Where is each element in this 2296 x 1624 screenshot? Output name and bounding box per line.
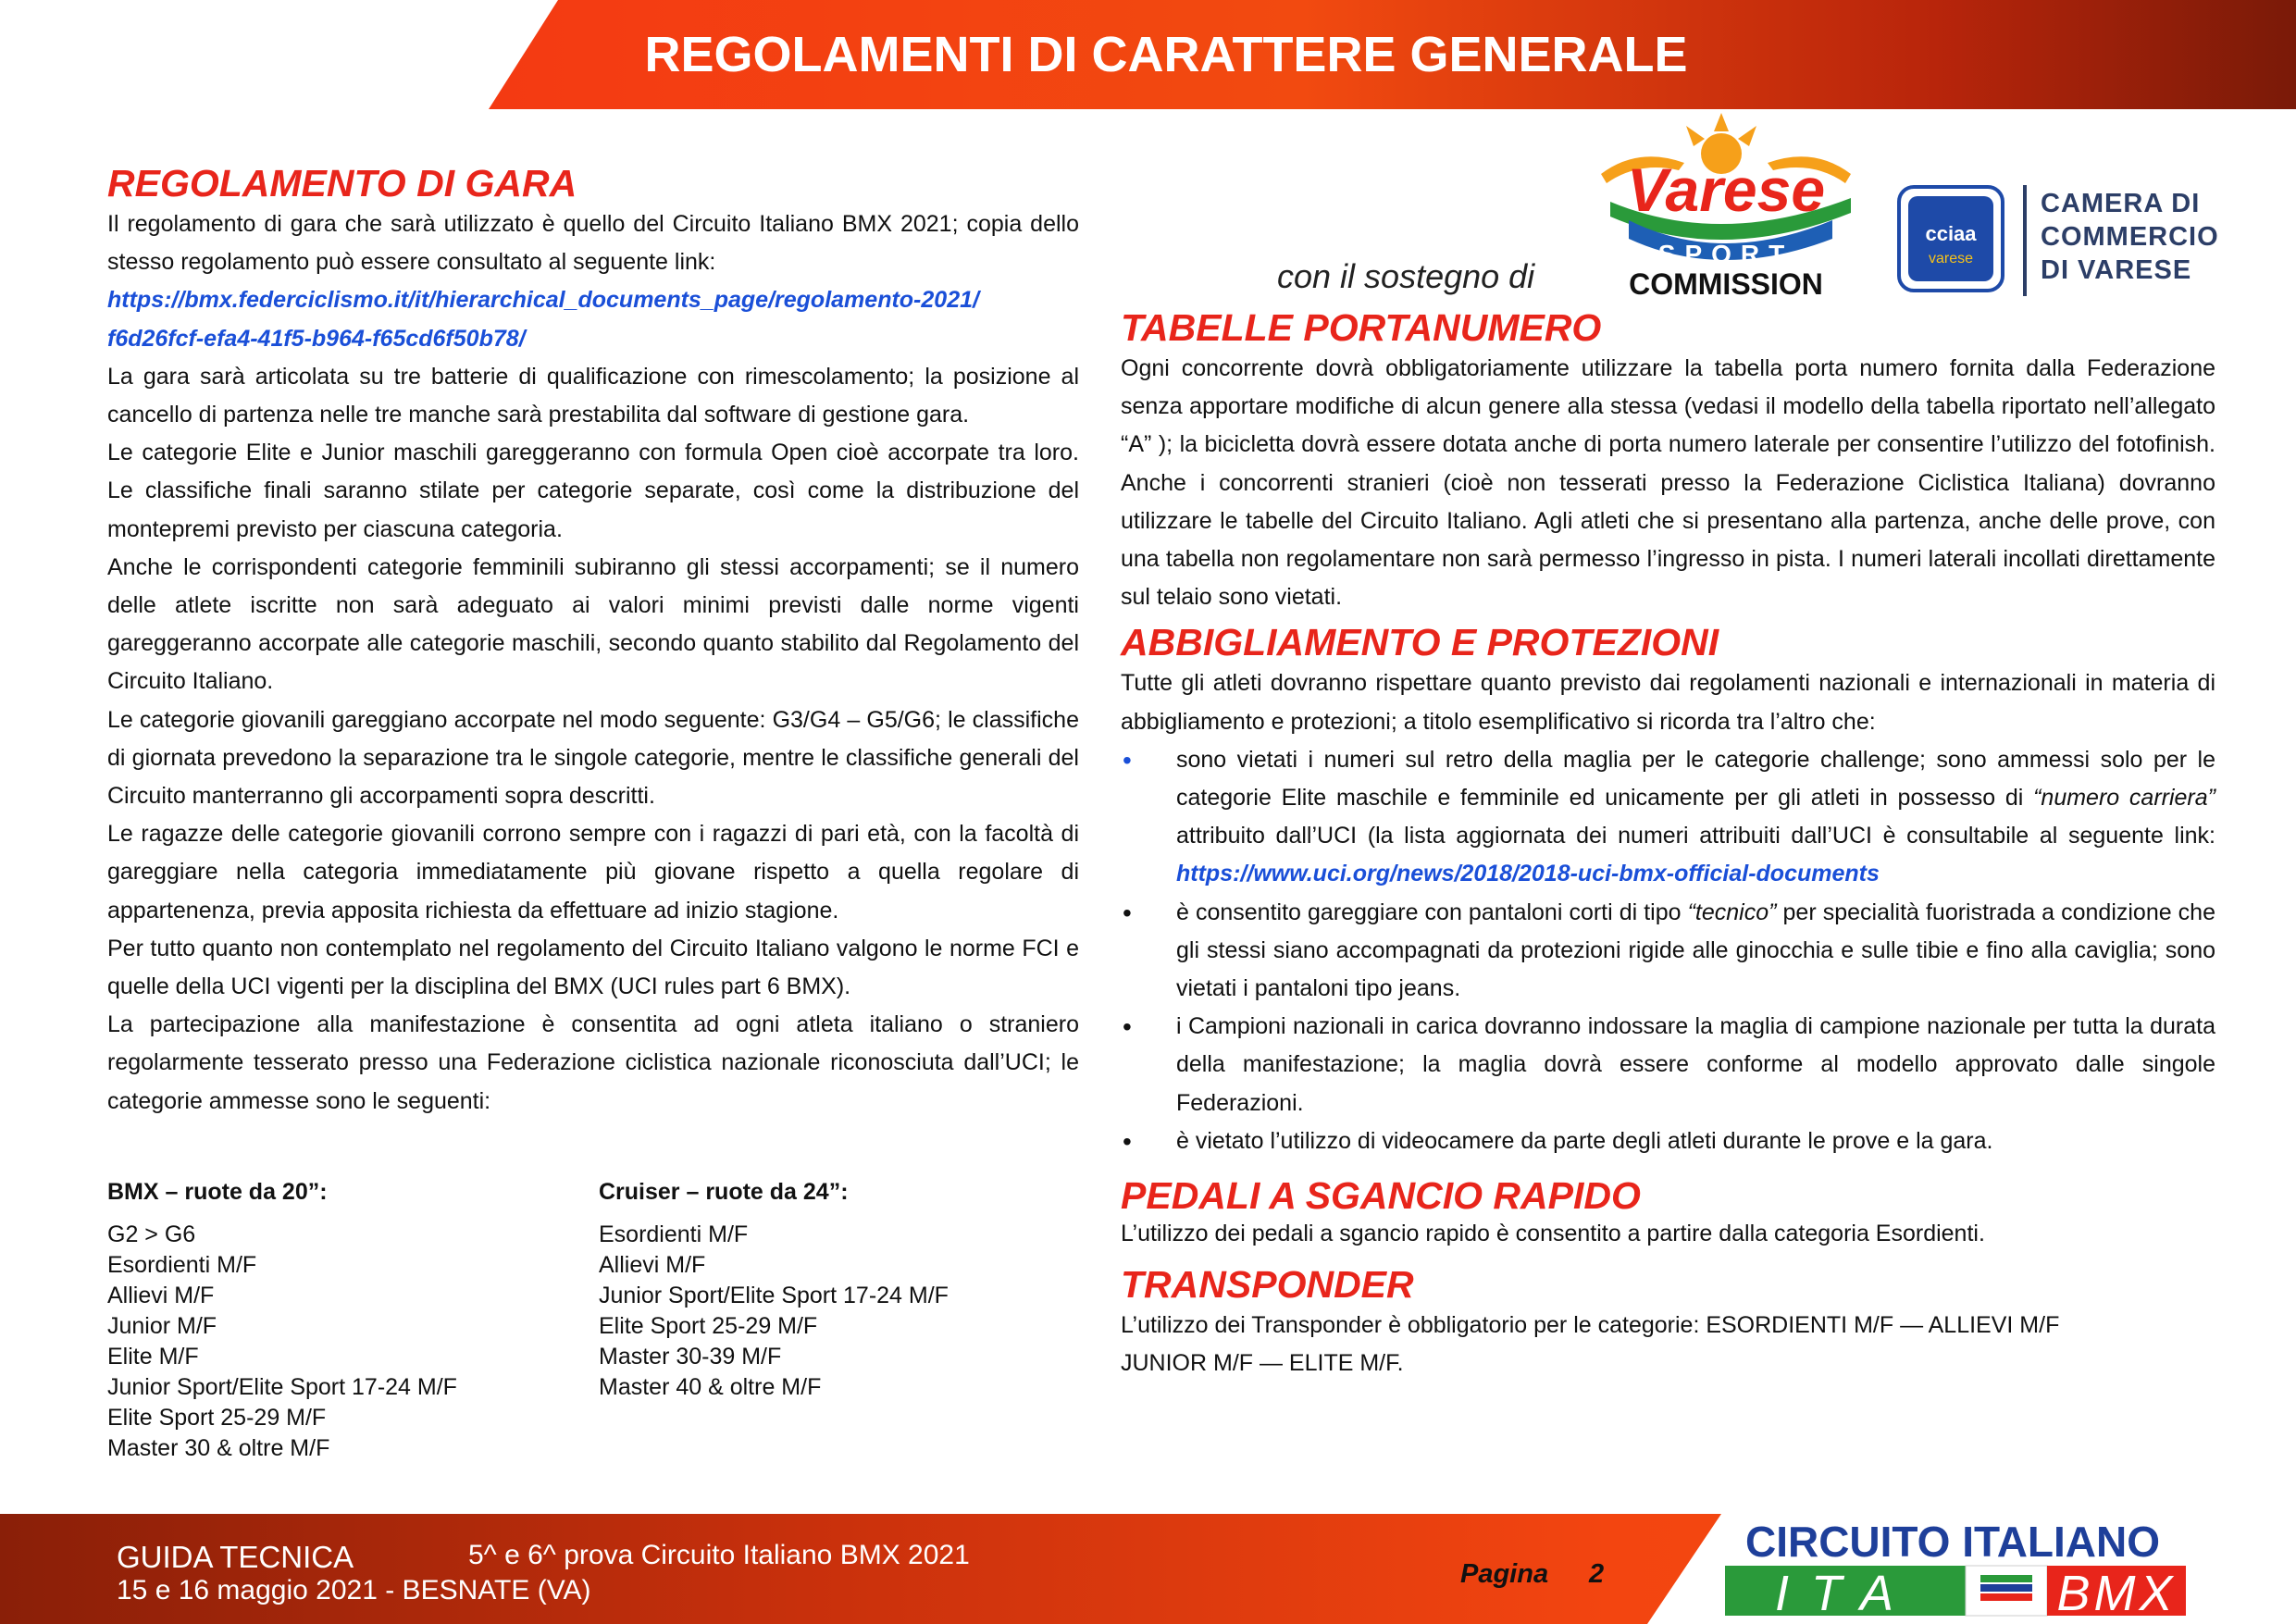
list-item: • è consentito gareggiare con pantaloni corti di tipo “tecnico” per specialità fuoristrada a condizione che gli stessi siano accompagnati da protezioni rigide alle ginocchia e sulle tibie e fino alla caviglia; sono vietati i pantaloni tipo jeans. (1121, 894, 2215, 1009)
list-item: Junior Sport/Elite Sport 17-24 M/F (107, 1374, 457, 1400)
footer-date: 15 e 16 maggio 2021 - BESNATE (VA) (117, 1575, 591, 1605)
list-item: Allievi M/F (599, 1252, 706, 1278)
list-item: Esordienti M/F (107, 1252, 257, 1278)
paragraph: Il regolamento di gara che sarà utilizzato è quello del Circuito Italiano BMX 2021; copia dello stesso regolamento può essere consultato al seguente link: (107, 211, 1079, 276)
regolamento-link-line1[interactable]: https://bmx.federciclismo.it/it/hierarchical_documents_page/regolamento-2021/ (107, 287, 979, 314)
footer-prova: 5^ e 6^ prova Circuito Italiano BMX 2021 (468, 1540, 970, 1570)
list-item: Elite M/F (107, 1344, 199, 1370)
list-item: • è vietato l’utilizzo di videocamere da parte degli atleti durante le prove e la gara. (1121, 1122, 2215, 1160)
section-title-transponder: TRANSPONDER (1121, 1263, 1414, 1307)
camera-commercio-logo (1897, 185, 2221, 296)
cruiser-categories-title: Cruiser – ruote da 24”: (599, 1179, 849, 1205)
paragraph: Le categorie giovanili gareggiano accorpate nel modo seguente: G3/G4 – G5/G6; le classifiche di giornata prevedono la separazione tra le singole categorie, mentre le classifiche generali del Circuito manterranno gli accorpamenti sopra descritti. (107, 706, 1079, 810)
list-item: Junior M/F (107, 1313, 217, 1339)
logo-bmx: BMX (2056, 1566, 2177, 1621)
list-item: Elite Sport 25-29 M/F (599, 1313, 818, 1339)
page-label: Pagina (1460, 1559, 1549, 1589)
regolamento-link[interactable] (107, 281, 1079, 357)
cciaa-word: cciaa (1925, 222, 1977, 245)
abbigliamento-list (1121, 741, 2215, 1160)
list-item: Master 30-39 M/F (599, 1344, 782, 1370)
list-item: Allievi M/F (107, 1283, 215, 1308)
camera-line1: CAMERA DI (2041, 189, 2201, 218)
cruiser-categories (599, 1175, 1080, 1403)
footer-guida: GUIDA TECNICA (117, 1540, 354, 1574)
list-item: Esordienti M/F (599, 1221, 749, 1247)
paragraph: Ogni concorrente dovrà obbligatoriamente utilizzare la tabella porta numero fornita dalla Federazione senza apportare modifiche di alcun genere alla stessa (vedasi il modello della tabella riportato nell’allegato “A” ); la bicicletta dovrà essere dotata anche di porta numero laterale per consentire l’utilizzo del fotofinish. Anche i concorrenti stranieri (cioè non tesserati presso la Federazione Ciclistica Italiana) dovranno utilizzare le tabelle del Circuito Italiano. Agli atleti che si presentano alla partenza, anche delle prove, con una tabella non regolamentare non sarà permesso l’ingresso in pista. I numeri laterali incollati direttamente sul telaio sono vietati. (1121, 355, 2215, 611)
paragraph: L’utilizzo dei pedali a sgancio rapido è consentito a partire dalla categoria Esordienti. (1121, 1221, 1985, 1247)
list-item: Master 40 & oltre M/F (599, 1374, 822, 1400)
bmx-categories (107, 1175, 589, 1464)
federazione-emblem-icon (1980, 1575, 2032, 1601)
regolamento-link-line2[interactable]: f6d26fcf-efa4-41f5-b964-f65cd6f50b78/ (107, 325, 526, 352)
sponsor-caption: con il sostegno di (1277, 257, 1535, 295)
paragraph: Le categorie Elite e Junior maschili gareggeranno con formula Open cioè accorpate tra loro. Le classifiche finali saranno stilate per categorie separate, così come la distribuzione del montepremi previsto per ciascuna categoria. (107, 440, 1079, 542)
paragraph: L’utilizzo dei Transponder è obbligatorio per le categorie: ESORDIENTI M/F — ALLIEVI M/F (1121, 1312, 2060, 1339)
section-title-tabelle: TABELLE PORTANUMERO (1121, 306, 1602, 349)
uci-link[interactable]: https://www.uci.org/news/2018/2018-uci-bmx-official-documents (1176, 861, 1880, 887)
cciaa-sub-word: varese (1928, 251, 1974, 267)
list-item: • sono vietati i numeri sul retro della maglia per le categorie challenge; sono ammessi solo per le categorie Elite maschile e femminile ed unicamente per gli atleti in possesso di “numero carriera” attribuito dall’UCI (la lista aggiornata dei numeri attribuiti dall’UCI è consultabile al seguente link: https://www.uci.org/news/2018/2018-uci-bmx-official-documents (1121, 741, 2215, 894)
camera-text (2041, 187, 2219, 287)
logo-ita: ITA (1775, 1566, 1916, 1621)
list-item: • i Campioni nazionali in carica dovranno indossare la maglia di campione nazionale per tutta la durata della manifestazione; la maglia dovrà essere conforme al modello approvato dalle singole Federazioni. (1121, 1008, 2215, 1122)
paragraph: La partecipazione alla manifestazione è consentita ad ogni atleta italiano o straniero regolarmente tesserato presso una Federazione ciclistica nazionale riconosciuta dall’UCI; le categorie ammesse sono le seguenti: (107, 1011, 1079, 1114)
bullet-icon: • (1123, 745, 1132, 775)
paragraph: JUNIOR M/F — ELITE M/F. (1121, 1350, 1404, 1377)
right-column (1121, 305, 2215, 1382)
varese-commission-word: COMMISSION (1629, 267, 1823, 301)
list-item: Elite Sport 25-29 M/F (107, 1405, 327, 1431)
paragraph: La gara sarà articolata su tre batterie di qualificazione con rimescolamento; la posizione al cancello di partenza nelle tre manche sarà prestabilita dal software di gestione gara. (107, 363, 1079, 428)
paragraph: Tutte gli atleti dovranno rispettare quanto previsto dai regolamenti nazionali e internazionali in materia di abbigliamento e protezioni; a titolo esemplificativo si ricorda tra l’altro che: (1121, 670, 2215, 735)
varese-word: Varese (1626, 155, 1826, 224)
section-title-regolamento: REGOLAMENTO DI GARA (107, 162, 577, 205)
camera-line3: DI VARESE (2041, 255, 2192, 285)
left-column (107, 161, 1079, 1121)
bullet-icon: • (1123, 1126, 1132, 1156)
camera-line2: COMMERCIO (2041, 222, 2219, 252)
bullet-icon: • (1123, 1012, 1132, 1042)
paragraph: Per tutto quanto non contemplato nel regolamento del Circuito Italiano valgono le norme FCI e quelle della UCI vigenti per la disciplina del BMX (UCI rules part 6 BMX). (107, 935, 1079, 1000)
section-title-abbigliamento: ABBIGLIAMENTO E PROTEZIONI (1121, 621, 1719, 664)
list-item: Junior Sport/Elite Sport 17-24 M/F (599, 1283, 949, 1308)
page-title: REGOLAMENTI DI CARATTERE GENERALE (644, 27, 1688, 82)
varese-sport-commission-logo (1582, 109, 1869, 304)
paragraph: Le ragazze delle categorie giovanili corrono sempre con i ragazzi di pari età, con la facoltà di gareggiare nella categoria immediatamente più giovane rispetto a quella regolare di appartenenza, previa apposita richiesta da effettuare ad inizio stagione. (107, 821, 1079, 924)
paragraph: Anche le corrispondenti categorie femminili subiranno gli stessi accorpamenti; se il numero delle atlete iscritte non sarà adeguato ai valori minimi previsti dalle norme vigenti gareggeranno accorpate alle categorie maschili, secondo quanto stabilito dal Regolamento del Circuito Italiano. (107, 553, 1079, 695)
list-item: Master 30 & oltre M/F (107, 1435, 330, 1461)
bmx-categories-title: BMX – ruote da 20”: (107, 1179, 328, 1205)
logo-line1: CIRCUITO ITALIANO (1744, 1518, 2161, 1566)
circuito-italiano-logo (1712, 1518, 2193, 1621)
section-title-pedali: PEDALI A SGANCIO RAPIDO (1121, 1174, 1641, 1218)
page-number: 2 (1589, 1559, 1605, 1589)
page-header (0, 0, 2296, 109)
varese-sport-word: SPORT (1657, 240, 1794, 268)
bullet-icon: • (1123, 898, 1132, 927)
list-item: G2 > G6 (107, 1221, 196, 1247)
